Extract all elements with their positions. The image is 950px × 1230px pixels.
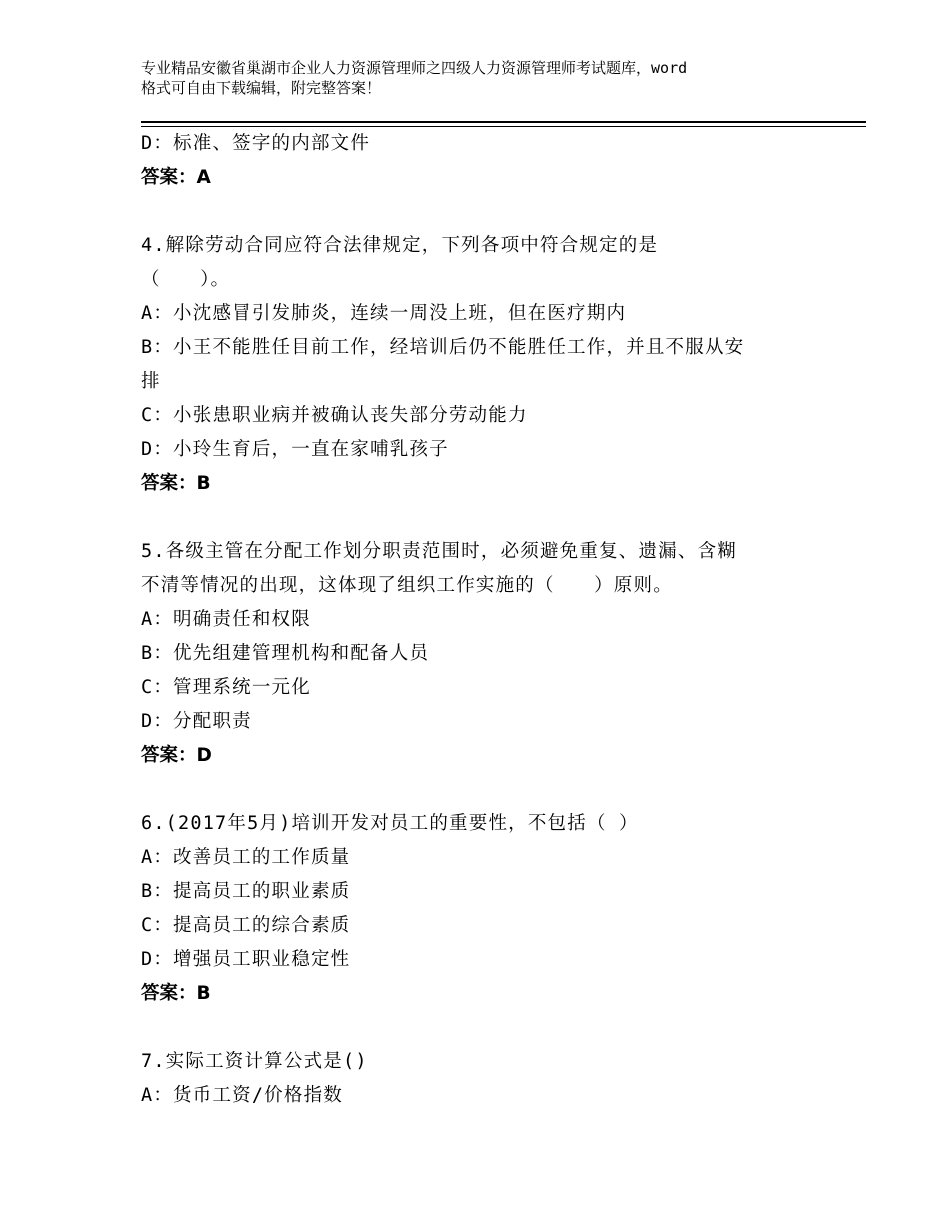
q5-option-c: C：管理系统一元化 [141,677,311,698]
q5-stem-line-2: 不清等情况的出现，这体现了组织工作实施的（ ）原则。 [141,575,673,596]
q6-stem: 6.(2017年5月)培训开发对员工的重要性，不包括（ ） [141,813,639,834]
q4-option-a: A：小沈感冒引发肺炎，连续一周没上班，但在医疗期内 [141,303,627,324]
q4-option-c: C：小张患职业病并被确认丧失部分劳动能力 [141,405,528,426]
q6-answer: 答案：B [141,983,211,1004]
header-rule-thick [141,121,866,123]
q4-option-d: D：小玲生育后，一直在家哺乳孩子 [141,439,449,460]
q4-option-b-line-1: B：小王不能胜任目前工作，经培训后仍不能胜任工作，并且不服从安 [141,337,745,358]
q5-stem-line-1: 5.各级主管在分配工作划分职责范围时，必须避免重复、遗漏、含糊 [141,541,737,562]
header-line-1: 专业精品安徽省巢湖市企业人力资源管理师之四级人力资源管理师考试题库，word [141,59,688,77]
q5-answer: 答案：D [141,745,212,766]
question-7 [141,1045,821,1113]
spacer [141,773,821,807]
q3-answer: 答案：A [141,167,211,188]
question-3 [141,127,821,195]
spacer [141,501,821,535]
question-4 [141,229,821,501]
spacer [141,1011,821,1045]
q5-option-b: B：优先组建管理机构和配备人员 [141,643,430,664]
q6-option-b: B：提高员工的职业素质 [141,881,351,902]
document-header [141,58,841,98]
q6-option-a: A：改善员工的工作质量 [141,847,351,868]
spacer [141,195,821,229]
q7-option-a: A：货币工资/价格指数 [141,1085,343,1106]
q4-answer: 答案：B [141,473,211,494]
q5-option-a: A：明确责任和权限 [141,609,311,630]
question-5 [141,535,821,773]
q6-option-c: C：提高员工的综合素质 [141,915,351,936]
q6-option-d: D：增强员工职业稳定性 [141,949,351,970]
q7-stem: 7.实际工资计算公式是() [141,1051,368,1072]
q4-option-b-line-2: 排 [141,371,161,392]
q5-option-d: D：分配职责 [141,711,252,732]
question-content [141,127,821,1113]
q3-option-d: D：标准、签字的内部文件 [141,133,371,154]
q4-stem-line-2: （ ）。 [141,269,231,290]
q4-stem-line-1: 4.解除劳动合同应符合法律规定，下列各项中符合规定的是 [141,235,659,256]
question-6 [141,807,821,1011]
header-line-2: 格式可自由下载编辑，附完整答案！ [141,79,382,97]
